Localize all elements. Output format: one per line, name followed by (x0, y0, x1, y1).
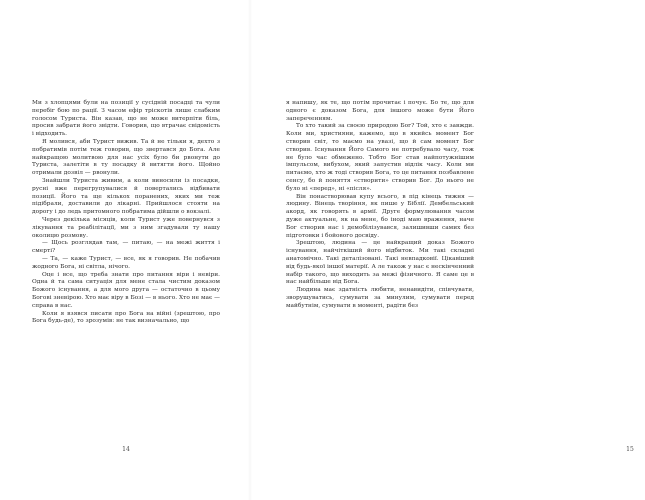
paragraph: Людина має здатність любити, ненавидіти, співчувати, зворушуватись, сумувати за минулим, сумувати перед майбутнім, сумувати в моменті, радіти без (286, 287, 474, 309)
paragraph: То хто такий за своєю природою Бог? Той, хто є завжди. Коли ми, християни, кажемо, що в якийсь момент Бог створив світ, то маємо на увазі, що й сам момент Бог створив. Існування Його Самого не потребувало часу, тож не було час обмежено. Тобто Бог став найпотужнішим імпульсом, вибухом, який запустив відлік часу. Коли ми питаємо, хто ж тоді створив Бога, то це питання позбавлене сенсу, бо й поняття «створити» створив Бог. До нього не було ні «перед», ні «після». (286, 123, 474, 192)
right-page-text (286, 100, 474, 311)
paragraph: Оце і все, що треба знати про питання віри і невіри. Одна й та сама ситуація для мене стала чистим доказом Божого існування, а для мого друга — остаточно в цьому Богові зневірою. Хто має віру в Бозі — в нього. Хто не має — справа в нас. (32, 271, 220, 309)
paragraph: — Та, — каже Турист, — все, як я говорив. Не побачив жодного Бога, ні світла, нічого. (32, 255, 220, 270)
page-number: 14 (122, 446, 130, 453)
paragraph: — Щось розглядав там, — питаю, — на межі життя і смерті? (32, 240, 220, 255)
left-page (0, 0, 250, 500)
left-page-text (32, 100, 220, 326)
paragraph: я напишу, як те, що потім прочитає і почує. Бо те, що для одного є доказом Бога, для іншого може бути Його запереченням. (286, 100, 474, 122)
paragraph: Ми з хлопцями були на позиції у сусідній посадці та чули перебіг бою по рації. З часом ефір тріскотів лише слабким голосом Туриста. Він казав, що не може витерпіти біль, просив забрати його звідти. Говорив, що втрачає свідомість і відходить. (32, 100, 220, 138)
paragraph: Через декілька місяців, коли Турист уже повернувся з лікування та реабілітації, ми з ним згадували ту нашу околицю розмову. (32, 216, 220, 239)
paragraph: Знайшли Туриста живим, а коли виносили із посадки, русні вже перегрупувалися й повертались відбивати позиції. Його та ще кількох поранених, яких ми теж підібрали, доставили до лікарні. Прийшлося стояти на дорогу і до ледь притомного побратима дійшли о вокзалі. (32, 177, 220, 216)
paragraph: Я молився, аби Турист вижив. Та й не тільки я, дехто з побратимів потім теж говорив, що звертався до Бога. Але найкращою молитвою для нас усіх було би рвонути до Туриста, залетіти в ту посадку й витягти його. Щойно отримали дозвіл — рвонули. (32, 138, 220, 177)
paragraph: Він понастворював купу всього, в під кінець тижня — людину. Вінець творіння, як пише у Біблії. Дембельський акорд, як говорять в армії. Друге формулювання часом дуже актуальне, як на мене, бо іноді маю враження, наче Бог створив нас і демобілізувався, залишивши самих без підготовки і бойового досвіду. (286, 193, 474, 239)
paragraph: Зрештою, людина — це найкращий доказ Божого існування, найчіткіший його відбиток. Ми такі складні анатомічно. Такі деталізовані. Такі невпадковії. Цікавіший від будь-якої іншої матерії. А ле також у нас є нескінченний набір такого, що виходить за межі фізичного. Я саме це в нас найбільше від Бога. (286, 240, 474, 286)
paragraph: Коли я взявся писати про Бога на війні (зрештою, про Бога будь-де), то зрозумів: не так визначально, що (32, 310, 220, 325)
page-number: 15 (626, 446, 634, 453)
